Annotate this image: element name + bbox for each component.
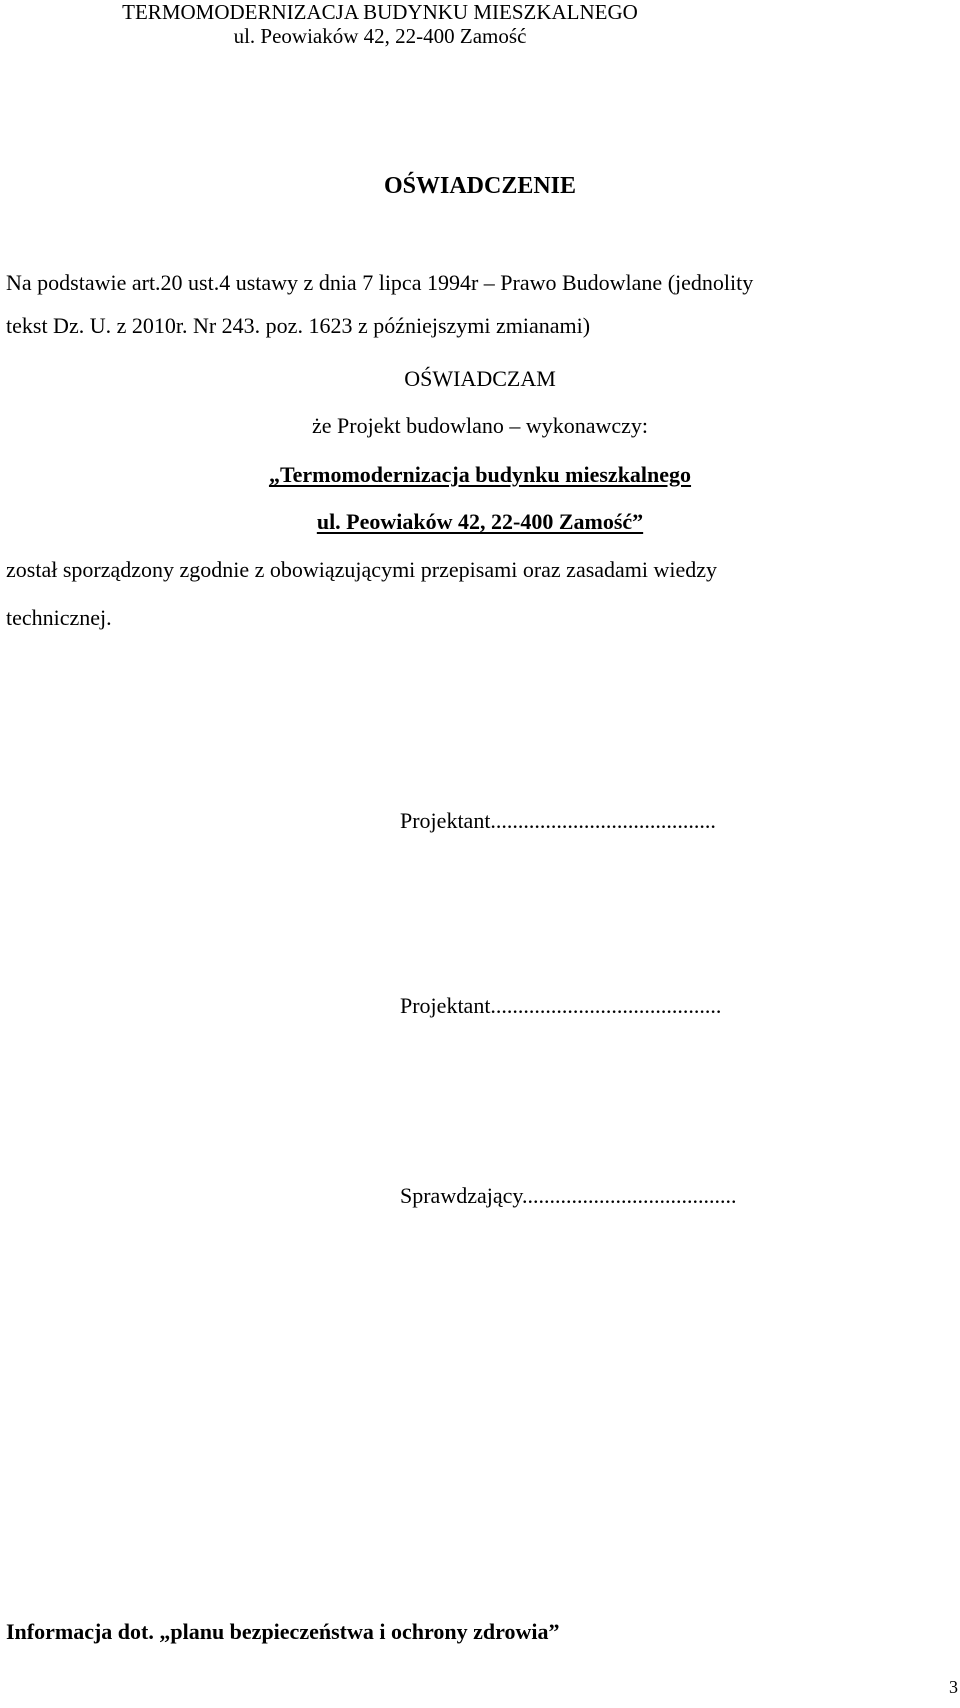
intro-line-1: Na podstawie art.20 ust.4 ustawy z dnia 7 lipca 1994r – Prawo Budowlane (jednolity (6, 270, 754, 295)
declaration-heading: OŚWIADCZAM (404, 366, 556, 391)
signature-verifier: Sprawdzający....................................... (400, 1183, 737, 1208)
project-name (0, 462, 960, 488)
project-name-text: „Termomodernizacja budynku mieszkalnego (268, 462, 692, 487)
page-number: 3 (949, 1677, 958, 1697)
header-title: TERMOMODERNIZACJA BUDYNKU MIESZKALNEGO (122, 0, 638, 24)
closing-line-2: technicznej. (6, 605, 112, 630)
project-address-text: ul. Peowiaków 42, 22-400 Zamość” (316, 509, 644, 534)
footer-info: Informacja dot. „planu bezpieczeństwa i ochrony zdrowia” (6, 1619, 560, 1644)
signature-designer-2: Projektant.......................................... (400, 993, 722, 1018)
signature-designer-1: Projektant......................................... (400, 808, 716, 833)
document-title: OŚWIADCZENIE (383, 173, 577, 199)
intro-line-2: tekst Dz. U. z 2010r. Nr 243. poz. 1623 z późniejszymi zmianami) (6, 313, 591, 338)
project-intro-line: że Projekt budowlano – wykonawczy: (311, 413, 649, 438)
header-address: ul. Peowiaków 42, 22-400 Zamość (233, 24, 527, 48)
project-address (0, 509, 960, 535)
closing-line-1: został sporządzony zgodnie z obowiązującymi przepisami oraz zasadami wiedzy (6, 557, 718, 582)
